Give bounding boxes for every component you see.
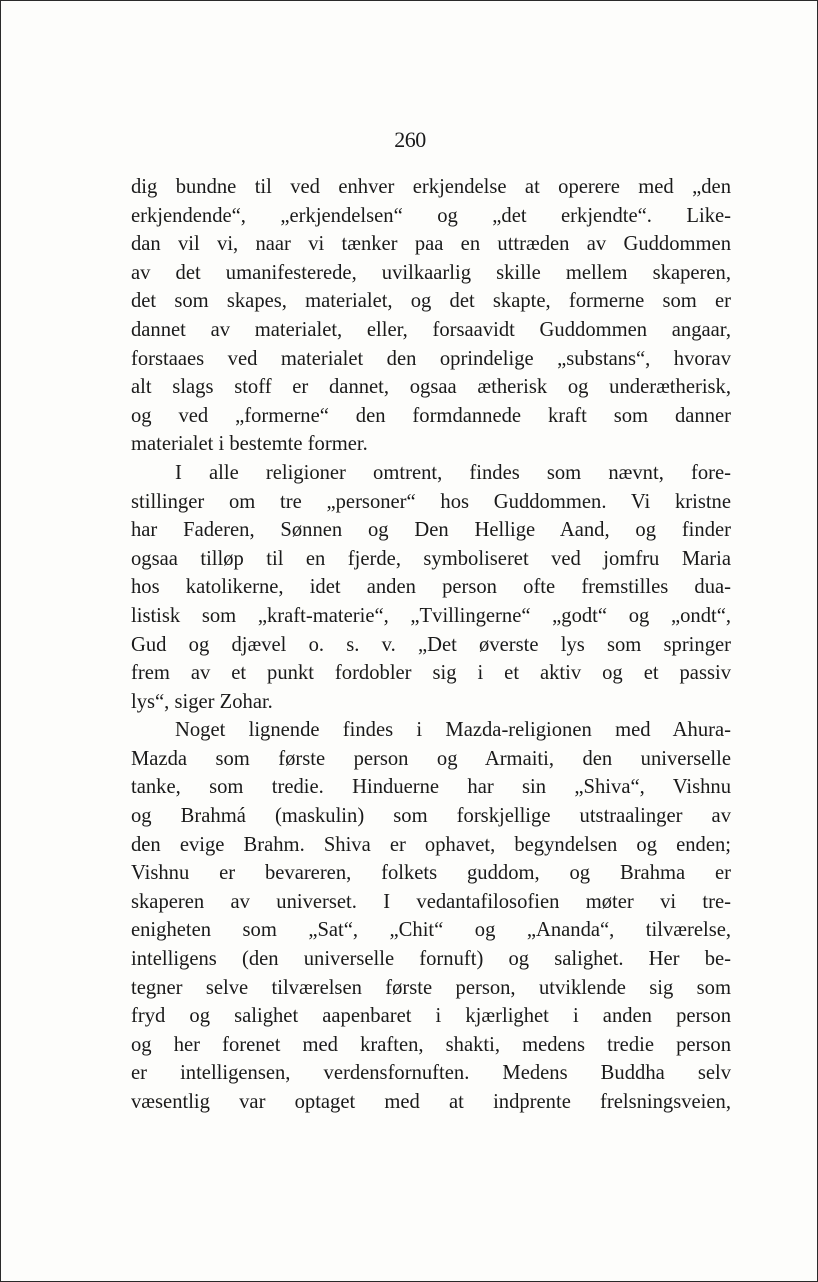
page-number: 260 <box>394 127 426 152</box>
text-line: alt slags stoff er dannet, ogsaa ætherisk og underætherisk, <box>131 376 731 399</box>
text-line: Mazda som første person og Armaiti, den universelle <box>131 747 731 770</box>
text-line: dig bundne til ved enhver erkjendelse at operere med „den <box>131 176 731 198</box>
text-line: Vishnu er bevareren, folkets guddom, og Brahma er <box>131 862 731 885</box>
text-line: og her forenet med kraften, shakti, medens tredie person <box>131 1033 731 1056</box>
text-line: Gud og djævel o. s. v. „Det øverste lys som springer <box>131 633 731 656</box>
body-text <box>131 173 731 1117</box>
text-line: og Brahmá (maskulin) som forskjellige utstraalinger av <box>131 805 731 828</box>
text-line: og ved „formerne“ den formdannede kraft som danner <box>131 404 731 427</box>
text-line: erkjendende“, „erkjendelsen“ og „det erkjendte“. Like- <box>131 204 731 227</box>
text-line: frem av et punkt fordobler sig i et aktiv og et passiv <box>131 662 731 685</box>
text-line: I alle religioner omtrent, findes som nævnt, fore- <box>175 461 731 484</box>
text-line: enigheten som „Sat“, „Chit“ og „Ananda“, tilværelse, <box>131 919 731 942</box>
text-line: stillinger om tre „personer“ hos Guddommen. Vi kristne <box>131 490 731 513</box>
text-line: Noget lignende findes i Mazda-religionen med Ahura- <box>175 719 731 742</box>
text-line: ogsaa tilløp til en fjerde, symboliseret ved jomfru Maria <box>131 547 731 570</box>
text-line: væsentlig var optaget med at indprente frelsningsveien, <box>131 1091 731 1113</box>
text-line: tanke, som tredie. Hinduerne har sin „Shiva“, Vishnu <box>131 776 731 799</box>
text-line: av det umanifesterede, uvilkaarlig skille mellem skaperen, <box>131 261 731 284</box>
text-line: forstaaes ved materialet den oprindelige „substans“, hvorav <box>131 347 731 370</box>
text-line: hos katolikerne, idet anden person ofte fremstilles dua- <box>131 576 731 599</box>
text-line: intelligens (den universelle fornuft) og salighet. Her be- <box>131 948 731 971</box>
text-line: materialet i bestemte former. <box>131 433 368 456</box>
text-line: lys“, siger Zohar. <box>131 690 273 713</box>
text-line: den evige Brahm. Shiva er ophavet, begyndelsen og enden; <box>131 833 731 856</box>
text-line: skaperen av universet. I vedantafilosofien møter vi tre- <box>131 890 731 913</box>
text-line: er intelligensen, verdensfornuften. Medens Buddha selv <box>131 1062 731 1085</box>
text-line: listisk som „kraft-materie“, „Tvillingerne“ „godt“ og „ondt“, <box>131 604 731 627</box>
text-line: dan vil vi, naar vi tænker paa en uttræden av Guddommen <box>131 233 731 256</box>
text-line: dannet av materialet, eller, forsaavidt Guddommen angaar, <box>131 318 731 341</box>
text-line: har Faderen, Sønnen og Den Hellige Aand, og finder <box>131 519 731 542</box>
text-line: fryd og salighet aapenbaret i kjærlighet i anden person <box>131 1005 731 1028</box>
text-line: det som skapes, materialet, og det skapte, formerne som er <box>131 290 731 313</box>
text-line: tegner selve tilværelsen første person, utviklende sig som <box>131 976 731 999</box>
